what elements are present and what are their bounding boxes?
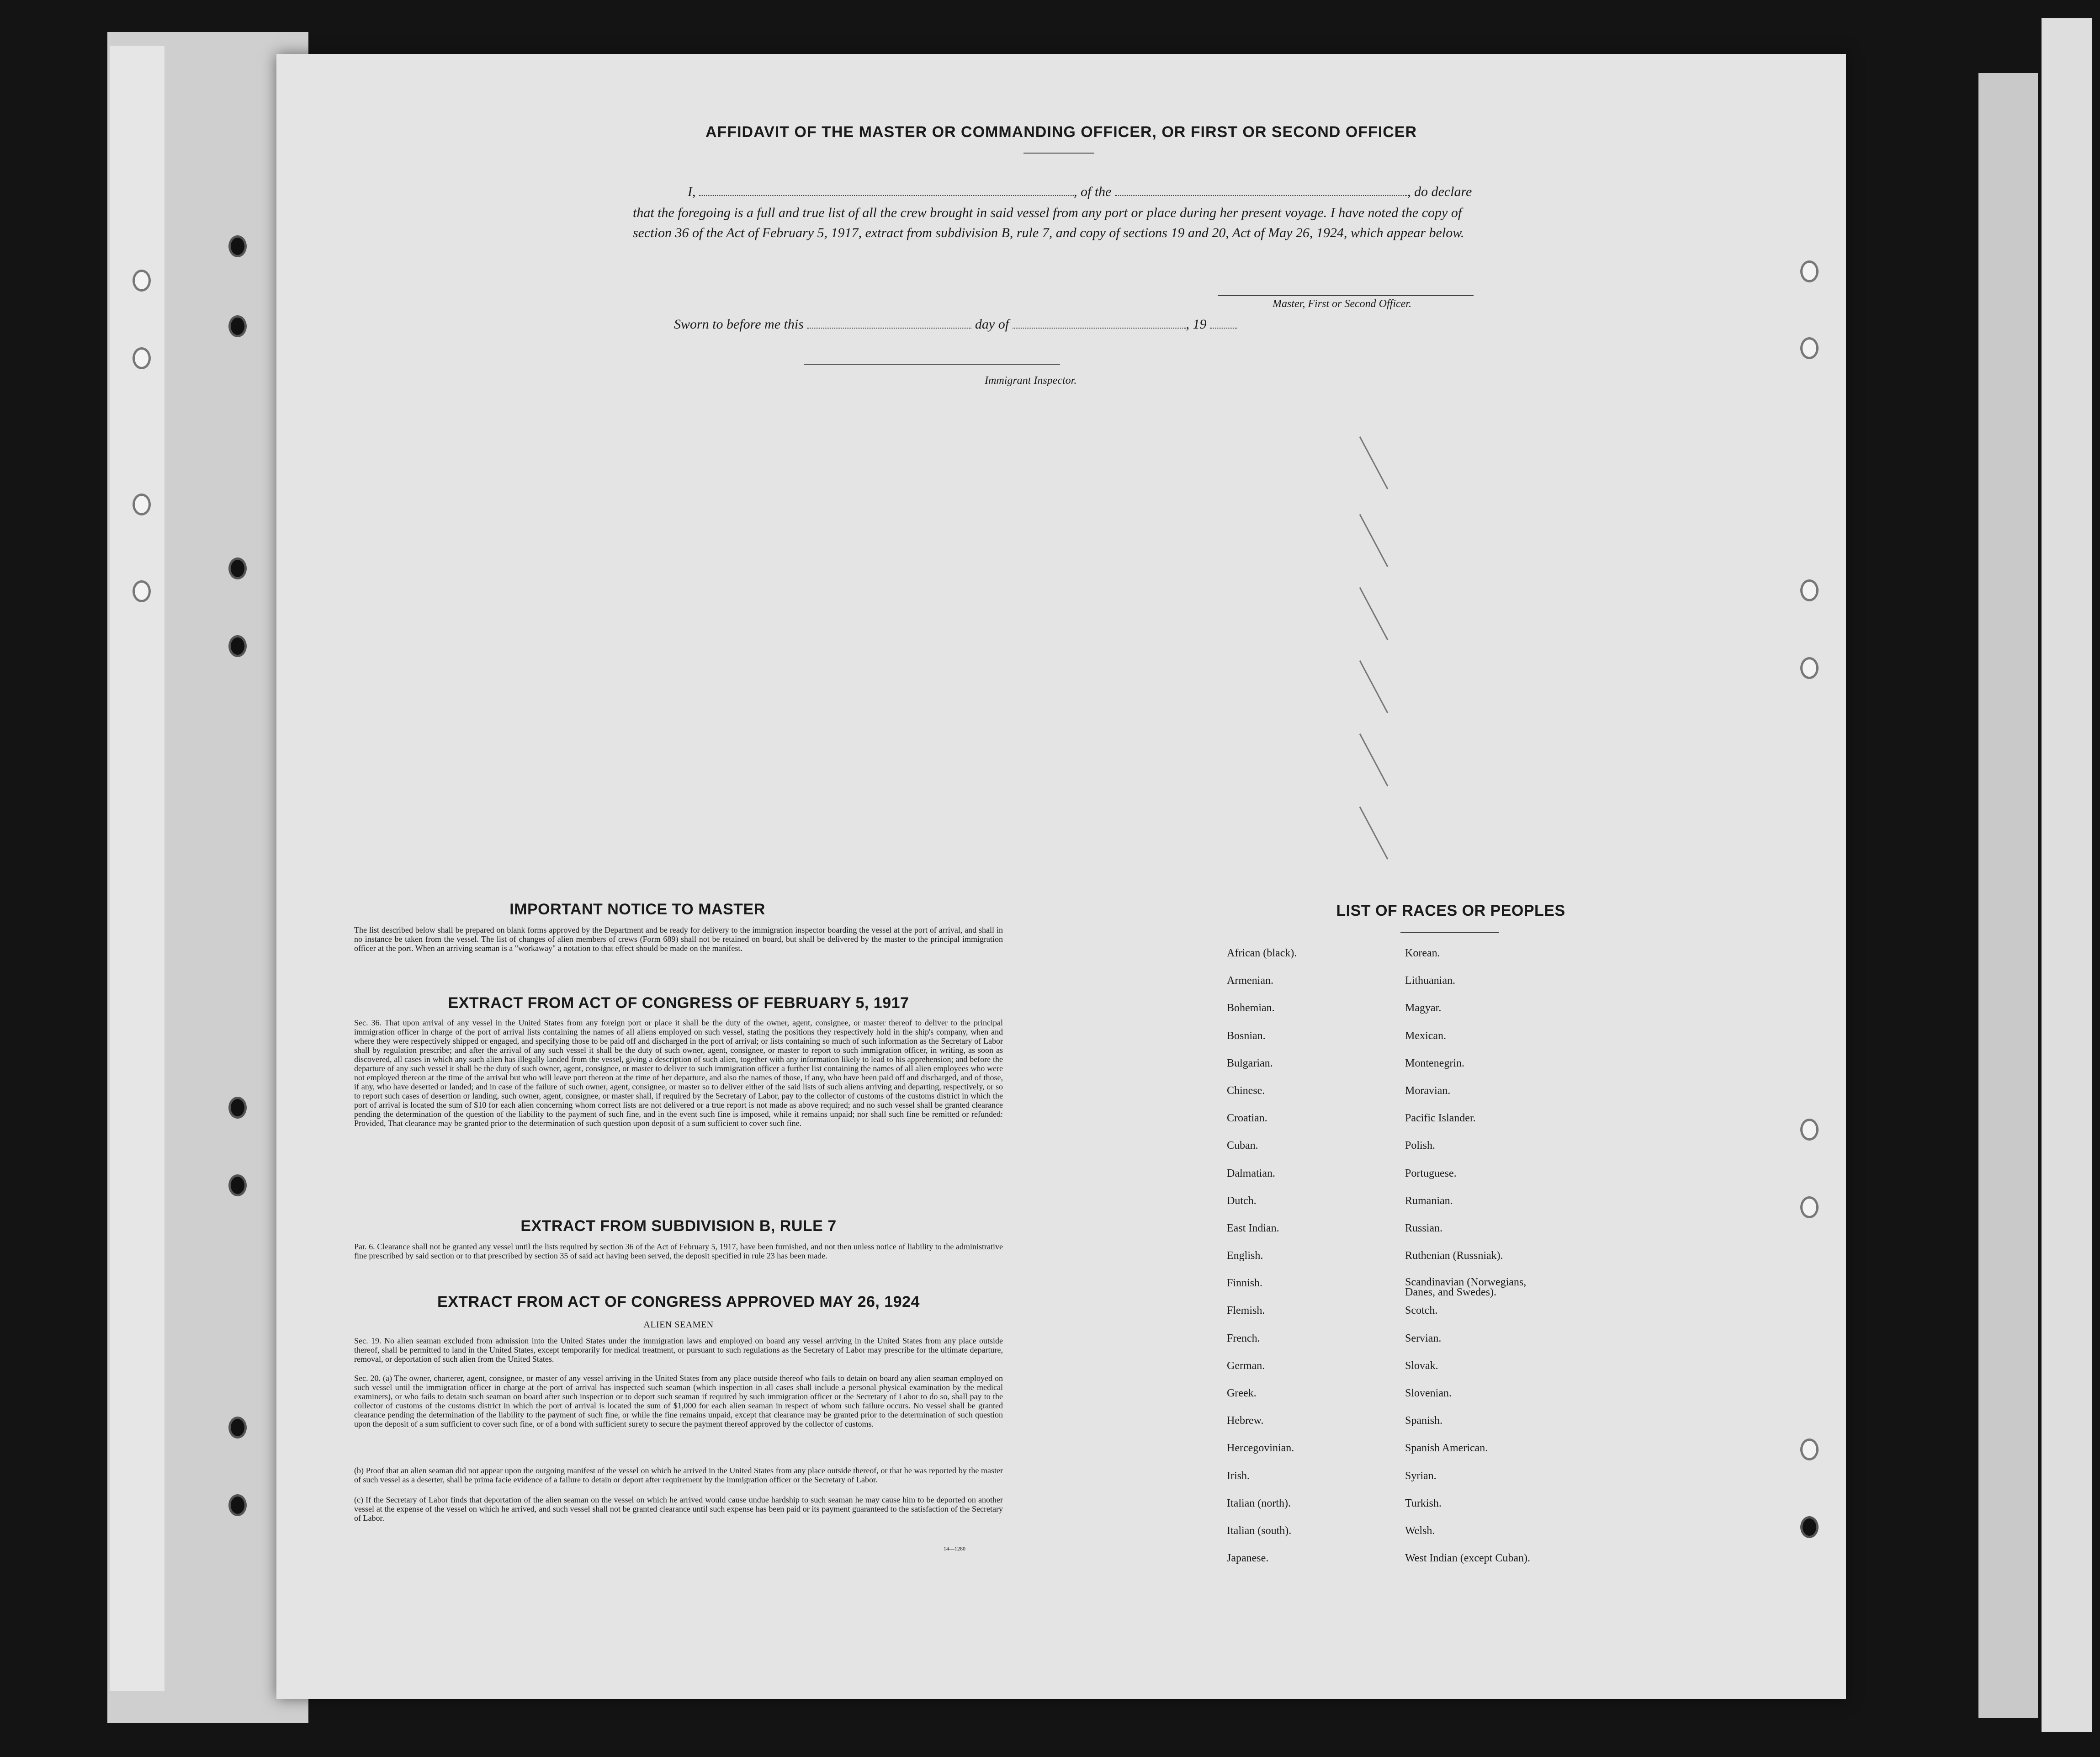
race-item: Bulgarian. — [1227, 1057, 1273, 1069]
race-item: English. — [1227, 1250, 1263, 1262]
sec-20c-text: (c) If the Secretary of Labor finds that deportation of the alien seaman on the vessel on which he arrived would cause undue hardship to such seaman he may cause him to be deported on another vessel at the expense of the vessel on which he arrived, and such vessel shall not be granted clearance until such expense has been paid or its payment guaranteed to the satisfaction of the Secretary of Labor. — [354, 1495, 1003, 1523]
notice-text: The list described below shall be prepared on blank forms approved by the Department and be ready for delivery to the immigration inspector boarding the vessel at the port of arrival, and shall in no instance be taken from the vessel. The list of changes of alien members of crews (Form 689) shall not be retained on board, but shall be delivered by the master to the principal immigration officer at the port. When an arriving seaman is a "workaway" a notation to that effect should be made on the manifest. — [354, 925, 1003, 953]
officer-label: Master, First or Second Officer. — [1273, 298, 1411, 310]
race-item: Spanish. — [1405, 1415, 1443, 1427]
rule7-text: Par. 6. Clearance shall not be granted any vessel until the lists required by section 36 of the Act of February 5, 1917, have been furnished, and not then unless notice of liability to the administrative fine prescribed by said section or to that prescribed by section 35 of said act having been served, the deposit specified in rule 23 has been made. — [354, 1242, 1003, 1260]
punch-hole — [1800, 260, 1819, 282]
sworn-prefix: Sworn to before me this — [674, 317, 804, 332]
form-number: 14—1280 — [944, 1545, 965, 1552]
punch-hole — [1800, 579, 1819, 601]
sec-20a-text: Sec. 20. (a) The owner, charterer, agent, consignee, or master of any vessel arriving in the United States from any place outside thereof who fails to detain on board any alien seaman employed on such vessel until the immigration officer in charge at the port of arrival has inspected such seaman (which inspection in all cases shall include a personal physical examination by the medical examiners), or who fails to detain such seaman on board after such inspection or to deport such seaman if required by such immigration officer or the Secretary of Labor to do so, shall pay to the collector of customs of the customs district in which the port of arrival is located the sum of $1,000 for each alien seaman in respect of whom such failure occurs. No vessel shall be granted clearance pending the determination of the liability to the payment of such fine, or while the fine remains unpaid, except that clearance may be granted prior to the determination of such question upon the deposit of a sum sufficient to cover such fine, or of a bond with sufficient surety to secure the payment thereof approved by the collector of customs. — [354, 1374, 1003, 1428]
race-item: French. — [1227, 1332, 1260, 1344]
rule7-title: EXTRACT FROM SUBDIVISION B, RULE 7 — [520, 1217, 837, 1235]
punch-hole — [133, 270, 151, 292]
punch-hole — [228, 1174, 247, 1196]
race-item: Dalmatian. — [1227, 1167, 1275, 1179]
inspector-label: Immigrant Inspector. — [985, 375, 1077, 387]
punch-hole — [133, 494, 151, 515]
affidavit-i: I, — [688, 184, 696, 199]
race-item: Russian. — [1405, 1222, 1443, 1234]
race-item: Slovak. — [1405, 1359, 1438, 1372]
race-item: Turkish. — [1405, 1497, 1442, 1509]
extract-1917-text: Sec. 36. That upon arrival of any vessel in the United States from any foreign port or place it shall be the duty of the owner, agent, consignee, or master thereof to deliver to the principal immigration officer in charge of the port of arrival lists containing the names of all aliens employed on such vessel, stating the positions they respectively hold in the ship's company, when and where they were respectively shipped or engaged, and specifying those to be paid off and discharged in the port of arrival; or lists containing so much of such information as the Secretary of Labor shall by regulation prescribe; and after the arrival of any such vessel it shall be the duty of such owner, agent, consignee, or master to report to such immigration officer, in writing, as soon as discovered, all cases in which any such alien has illegally landed from the vessel, giving a description of such alien, together with any information likely to lead to his apprehension; and before the departure of any such vessel it shall be the duty of such owner, agent, consignee, or master to deliver to such immigration officer a further list containing the names of all alien employees who were not employed thereon at the time of the arrival but who will leave port thereon at the time of her departure, and also the names of those, if any, who have been paid off and discharged, and of those, if any, who have deserted or landed; and in case of the failure of such owner, agent, consignee, or master so to deliver either of the said lists of such aliens arriving and departing, respectively, or so to report such cases of desertion or landing, such owner, agent, consignee, or master shall, if required by the Secretary of Labor, pay to the collector of customs of the customs district in which the port of arrival is located the sum of $10 for each alien concerning whom correct lists are not delivered or a true report is not made as above required; and no such vessel shall be granted clearance pending the determination of the question of the liability to the payment of such fine, and in the event such fine is imposed, while it remains unpaid; nor shall such fine be remitted or refunded: Provided, That clearance may be granted prior to the determination of such question upon deposit of a sum sufficient to cover such fine. — [354, 1018, 1003, 1128]
affidavit-body: that the foregoing is a full and true list of all the crew brought in said vessel from any port or place during her present voyage. I have noted the copy of section 36 of the Act of February 5, 1917, extract from subdivision B, rule 7, and copy of sections 19 and 20, Act of May 26, 1924, which appear below. — [633, 205, 1464, 240]
punch-hole — [228, 235, 247, 257]
race-item: African (black). — [1227, 947, 1297, 959]
punch-hole — [1800, 1119, 1819, 1141]
sworn-day-field[interactable] — [807, 316, 971, 329]
race-item: Chinese. — [1227, 1084, 1265, 1097]
sworn-day-label: day of — [975, 317, 1009, 332]
race-item: Welsh. — [1405, 1524, 1435, 1537]
punch-hole — [228, 1417, 247, 1439]
punch-hole — [1800, 337, 1819, 359]
race-item: German. — [1227, 1359, 1265, 1372]
punch-hole — [133, 580, 151, 602]
pencil-mark — [1359, 436, 1389, 489]
race-item: Flemish. — [1227, 1305, 1265, 1317]
extract-1924-title: EXTRACT FROM ACT OF CONGRESS APPROVED MAY 26, 1924 — [437, 1293, 920, 1311]
punch-hole — [228, 635, 247, 657]
race-item: Italian (south). — [1227, 1524, 1292, 1537]
race-item: Montenegrin. — [1405, 1057, 1464, 1069]
race-item: Magyar. — [1405, 1002, 1442, 1014]
inspector-signature-line[interactable] — [804, 364, 1060, 365]
race-item: Cuban. — [1227, 1140, 1258, 1152]
pencil-mark — [1359, 807, 1389, 860]
affidavit-of-the: , of the — [1074, 184, 1112, 199]
race-item: Dutch. — [1227, 1194, 1257, 1207]
race-item: Bohemian. — [1227, 1002, 1275, 1014]
sworn-line — [674, 314, 1314, 334]
sworn-year-label: , 19 — [1186, 317, 1207, 332]
extract-1917-title: EXTRACT FROM ACT OF CONGRESS OF FEBRUARY 5, 1917 — [448, 994, 909, 1012]
affidavit-title: AFFIDAVIT OF THE MASTER OR COMMANDING OFFICER, OR FIRST OR SECOND OFFICER — [705, 123, 1417, 141]
binder-strip-right — [2042, 18, 2092, 1732]
punch-hole — [228, 315, 247, 337]
race-item: Mexican. — [1405, 1030, 1446, 1042]
name-field[interactable] — [699, 183, 1074, 196]
pencil-mark — [1359, 587, 1389, 640]
sworn-year-field[interactable] — [1210, 316, 1237, 329]
race-item: Spanish American. — [1405, 1442, 1488, 1454]
race-item: Ruthenian (Russniak). — [1405, 1250, 1503, 1262]
race-item: Bosnian. — [1227, 1030, 1266, 1042]
affidavit-line-1 — [633, 182, 1501, 202]
race-item: Finnish. — [1227, 1277, 1263, 1290]
punch-hole — [1800, 657, 1819, 679]
punch-hole — [1800, 1516, 1819, 1538]
sec-20b-text: (b) Proof that an alien seaman did not appear upon the outgoing manifest of the vessel on which he arrived in the United States from any place outside thereof, or that he was reported by the master of such vessel as a deserter, shall be prima facie evidence of a failure to detain or deport after requirement by the immigration officer or the Secretary of Labor. — [354, 1466, 1003, 1484]
punch-hole — [133, 347, 151, 369]
punch-hole — [1800, 1196, 1819, 1218]
races-left-column — [1227, 947, 1400, 1580]
punch-hole — [228, 1494, 247, 1516]
race-item: Portuguese. — [1405, 1167, 1457, 1179]
binder-strip-left — [110, 46, 164, 1691]
race-item: Slovenian. — [1405, 1387, 1452, 1399]
races-divider — [1400, 932, 1499, 933]
punch-hole — [228, 557, 247, 579]
race-item: Scotch. — [1405, 1305, 1438, 1317]
notice-title: IMPORTANT NOTICE TO MASTER — [509, 901, 765, 918]
pencil-mark — [1359, 660, 1389, 713]
race-item: Japanese. — [1227, 1552, 1269, 1565]
race-item: Servian. — [1405, 1332, 1442, 1344]
race-item: Greek. — [1227, 1387, 1257, 1399]
sworn-month-field[interactable] — [1013, 316, 1186, 329]
race-item: Irish. — [1227, 1470, 1250, 1482]
race-item: East Indian. — [1227, 1222, 1279, 1234]
pencil-mark — [1359, 514, 1389, 567]
races-right-column — [1405, 947, 1643, 1580]
races-title: LIST OF RACES OR PEOPLES — [1336, 902, 1565, 919]
affidavit-declare: , do declare — [1407, 184, 1472, 199]
race-item: Korean. — [1405, 947, 1440, 959]
race-item: Scandinavian (Norwegians, Danes, and Swedes). — [1405, 1276, 1527, 1299]
race-item: Rumanian. — [1405, 1194, 1453, 1207]
race-item: Hebrew. — [1227, 1415, 1264, 1427]
punch-hole — [1800, 1439, 1819, 1460]
binder-backing-right — [1978, 73, 2038, 1718]
alien-seamen-subtitle: ALIEN SEAMEN — [643, 1320, 714, 1330]
race-item: Croatian. — [1227, 1112, 1267, 1125]
punch-hole — [228, 1097, 247, 1119]
document-page — [276, 54, 1846, 1699]
race-item: Moravian. — [1405, 1084, 1451, 1097]
race-item: Pacific Islander. — [1405, 1112, 1476, 1125]
race-item: Syrian. — [1405, 1470, 1437, 1482]
sec-19-text: Sec. 19. No alien seaman excluded from admission into the United States under the immigration laws and employed on board any vessel arriving in the United States from any place outside thereof, shall be permitted to land in the United States, except temporarily for medical treatment, or pursuant to such regulations as the Secretary of Labor may prescribe for the ultimate departure, removal, or deportation of such alien from the United States. — [354, 1336, 1003, 1364]
race-item: West Indian (except Cuban). — [1405, 1552, 1530, 1565]
race-item: Lithuanian. — [1405, 975, 1455, 987]
race-item: Hercegovinian. — [1227, 1442, 1294, 1454]
pencil-mark — [1359, 733, 1389, 786]
title-divider — [1023, 153, 1094, 154]
officer-signature-line[interactable] — [1218, 295, 1474, 296]
race-item: Polish. — [1405, 1140, 1436, 1152]
race-item: Armenian. — [1227, 975, 1273, 987]
vessel-field[interactable] — [1115, 183, 1407, 196]
race-item: Italian (north). — [1227, 1497, 1291, 1509]
